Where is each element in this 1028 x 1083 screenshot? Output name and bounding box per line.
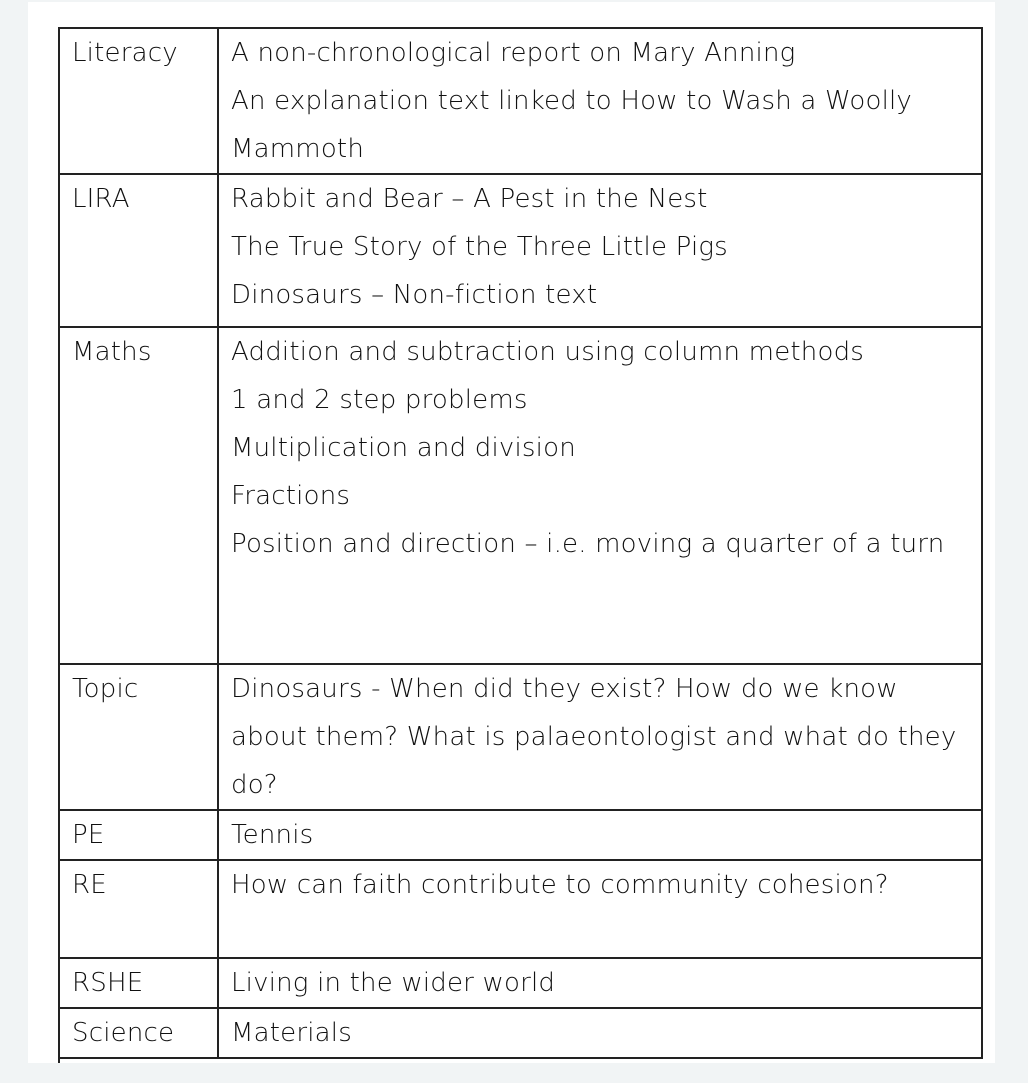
table-row-maths — [59, 327, 982, 664]
content-cell — [218, 810, 982, 860]
content-cell — [218, 28, 982, 174]
subject-cell: Literacy — [59, 28, 218, 174]
content-line: Position and direction – i.e. moving a quarter of a turn — [231, 529, 945, 559]
subject-cell: RSHE — [59, 958, 218, 1008]
content-line: The True Story of the Three Little Pigs — [231, 232, 728, 262]
content-line: 1 and 2 step problems — [231, 385, 528, 415]
content-line: Addition and subtraction using column methods — [231, 337, 865, 367]
content-line: Dinosaurs - When did they exist? How do we know about them? What is palaeontologist and what do they do? — [231, 674, 957, 800]
subject-cell: PE — [59, 810, 218, 860]
table-row-science — [59, 1008, 982, 1058]
content-line: Rabbit and Bear – A Pest in the Nest — [231, 184, 708, 214]
content-cell — [218, 327, 982, 664]
subject-cell: Science — [59, 1008, 218, 1058]
content-line: Dinosaurs – Non-fiction text — [231, 280, 598, 310]
content-cell — [218, 860, 982, 958]
content-line: Tennis — [231, 820, 314, 850]
table-row-topic — [59, 664, 982, 810]
content-line: Living in the wider world — [231, 968, 556, 998]
content-cell — [218, 664, 982, 810]
content-cell — [218, 958, 982, 1008]
table-border-continuation — [58, 1047, 60, 1063]
content-line: How can faith contribute to community cohesion? — [231, 870, 889, 900]
curriculum-table — [58, 27, 983, 1059]
content-line: Multiplication and division — [231, 433, 576, 463]
subject-cell: RE — [59, 860, 218, 958]
content-cell — [218, 1008, 982, 1058]
table-row-lira — [59, 174, 982, 327]
content-cell — [218, 174, 982, 327]
content-line: An explanation text linked to How to Wash a Woolly Mammoth — [231, 86, 913, 164]
content-line: Fractions — [231, 481, 351, 511]
content-line: A non-chronological report on Mary Anning — [231, 38, 796, 68]
table-row-re — [59, 860, 982, 958]
subject-cell: Maths — [59, 327, 218, 664]
table-row-rshe — [59, 958, 982, 1008]
content-line: Materials — [231, 1018, 352, 1048]
subject-cell: Topic — [59, 664, 218, 810]
table-row-literacy — [59, 28, 982, 174]
subject-cell: LIRA — [59, 174, 218, 327]
table-row-pe — [59, 810, 982, 860]
